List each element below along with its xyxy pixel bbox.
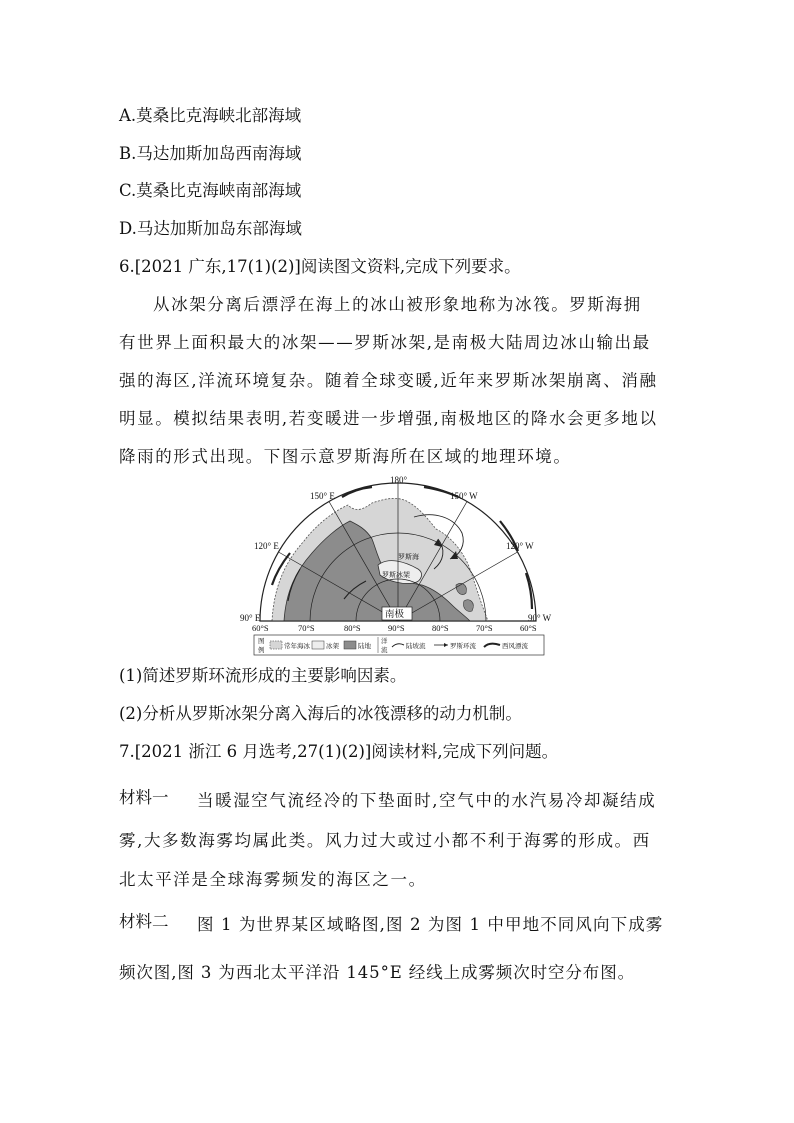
q7-material-1-line-3: 北太平洋是全球海雾频发的海区之一。	[119, 870, 427, 889]
legend-title-2: 例	[258, 647, 265, 654]
label-lon-180: 180°	[390, 475, 408, 485]
label-lat-60s-left: 60°S	[252, 623, 269, 633]
q7-material-2-label: 材料二	[119, 912, 169, 931]
map-legend	[254, 635, 544, 655]
label-lon-120w: 120° W	[506, 541, 534, 551]
label-lat-90s: 90°S	[388, 623, 405, 633]
ross-sea-map	[238, 473, 558, 659]
q6-para-line-3: 强的海区,洋流环境复杂。随着全球变暖,近年来罗斯冰架崩离、消融	[119, 371, 658, 390]
option-c: C.莫桑比克海峡南部海域	[119, 181, 302, 200]
label-lon-120e: 120° E	[254, 541, 279, 551]
legend-swatch-land	[344, 641, 356, 649]
legend-current-2: 流	[381, 647, 388, 654]
q6-sub1: (1)简述罗斯环流形成的主要影响因素。	[119, 666, 407, 685]
label-ross-sea: 罗斯海	[398, 553, 419, 561]
q7-material-2-line-1: 图 1 为世界某区域略图,图 2 为图 1 中甲地不同风向下成雾	[197, 915, 664, 934]
label-lon-90w: 90° W	[528, 613, 552, 623]
legend-swatch-sea-ice	[270, 641, 282, 649]
legend-land: 陆地	[358, 643, 371, 650]
label-lat-60s-right: 60°S	[520, 623, 537, 633]
label-south-pole: 南极	[385, 610, 405, 620]
q6-para-line-1: 从冰架分离后漂浮在海上的冰山被形象地称为冰筏。罗斯海拥	[153, 295, 642, 314]
q7-material-2-line-2: 频次图,图 3 为西北太平洋沿 145°E 经线上成雾频次时空分布图。	[119, 963, 636, 982]
legend-current-1: 洋	[381, 638, 388, 645]
q6-para-line-2: 有世界上面积最大的冰架——罗斯冰架,是南极大陆周边冰山输出最	[119, 333, 651, 352]
legend-title-1: 图	[258, 638, 265, 645]
label-lat-70s-right: 70°S	[476, 623, 493, 633]
q6-header: 6.[2021 广东,17(1)(2)]阅读图文资料,完成下列要求。	[119, 257, 521, 276]
q6-para-line-4: 明显。模拟结果表明,若变暖进一步增强,南极地区的降水会更多地以	[119, 409, 658, 428]
legend-sea-ice: 常年海冰	[284, 643, 310, 650]
legend-ross-gyre: 罗斯环流	[450, 643, 476, 650]
q7-material-1-label: 材料一	[119, 788, 169, 807]
label-ross-ice-shelf: 罗斯冰架	[382, 571, 410, 579]
option-a: A.莫桑比克海峡北部海域	[119, 106, 302, 125]
q6-para-line-5: 降雨的形式出现。下图示意罗斯海所在区域的地理环境。	[119, 447, 572, 466]
label-lon-150e: 150° E	[310, 491, 335, 501]
option-b: B.马达加斯加岛西南海域	[119, 144, 302, 163]
q7-header: 7.[2021 浙江 6 月选考,27(1)(2)]阅读材料,完成下列问题。	[119, 742, 559, 761]
label-lat-70s-left: 70°S	[298, 623, 315, 633]
q6-sub2: (2)分析从罗斯冰架分离入海后的冰筏漂移的动力机制。	[119, 704, 522, 723]
label-lon-150w: 150° W	[450, 491, 478, 501]
q7-material-1-line-1: 当暖湿空气流经冷的下垫面时,空气中的水汽易冷却凝结成	[197, 791, 657, 810]
label-lat-80s-left: 80°S	[344, 623, 361, 633]
legend-swatch-ice-shelf	[312, 641, 324, 649]
legend-west-wind: 西风漂流	[502, 643, 528, 650]
legend-slope: 陆坡流	[406, 643, 426, 650]
label-lat-80s-right: 80°S	[432, 623, 449, 633]
label-lon-90e: 90° E	[240, 613, 261, 623]
q7-material-1-line-2: 雾,大多数海雾均属此类。风力过大或过小都不利于海雾的形成。西	[119, 831, 651, 850]
legend-ice-shelf: 冰架	[326, 643, 339, 650]
option-d: D.马达加斯加岛东部海域	[119, 219, 302, 238]
